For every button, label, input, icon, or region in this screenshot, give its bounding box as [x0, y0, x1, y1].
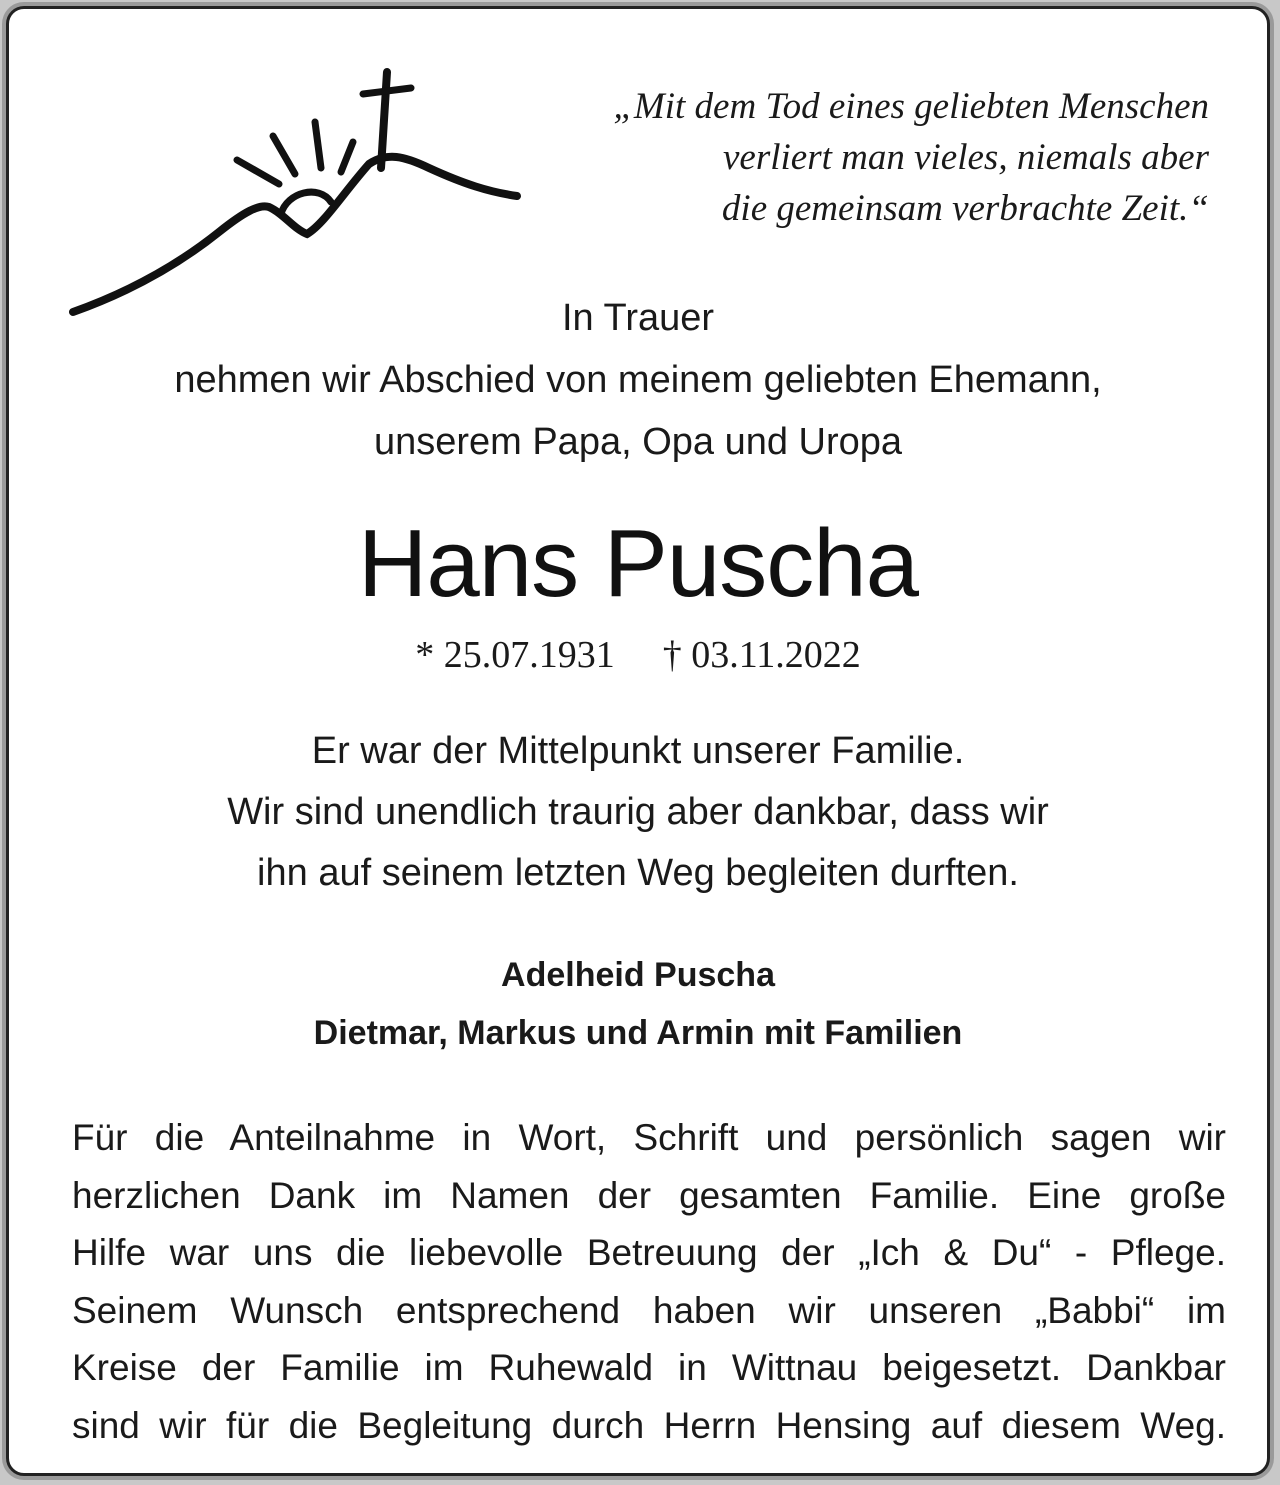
death-date: † 03.11.2022	[662, 634, 861, 676]
quote-line: verliert man vieles, niemals aber	[722, 137, 1209, 178]
life-dates	[9, 627, 1267, 683]
tribute-text	[9, 721, 1267, 904]
thanks-line: sind wir für die Begleitung durch Herrn Hensing auf diesem Weg.	[72, 1404, 1226, 1446]
obituary-card	[6, 6, 1270, 1476]
tribute-line: Er war der Mittelpunkt unserer Familie.	[311, 730, 965, 772]
opening-quote	[489, 81, 1209, 234]
thanks-paragraph	[72, 1109, 1226, 1454]
intro-text	[9, 287, 1267, 473]
intro-line: nehmen wir Abschied von meinem geliebten Ehemann,	[174, 359, 1102, 401]
thanks-line: Kreise der Familie im Ruhewald in Wittnau beigesetzt. Dankbar	[72, 1347, 1226, 1388]
birth-date: * 25.07.1931	[415, 634, 615, 676]
tribute-line: ihn auf seinem letzten Weg begleiten durften.	[257, 852, 1019, 894]
thanks-line: Hilfe war uns die liebevolle Betreuung der „Ich & Du“ - Pflege.	[72, 1232, 1226, 1273]
quote-line: „Mit dem Tod eines geliebten Menschen	[613, 86, 1209, 127]
mountain-cross-sun-icon	[69, 64, 529, 324]
intro-line: unserem Papa, Opa und Uropa	[373, 421, 903, 463]
deceased-name: Hans Puscha	[358, 510, 918, 617]
tribute-line: Wir sind unendlich traurig aber dankbar, dass wir	[227, 791, 1049, 833]
quote-line: die gemeinsam verbrachte Zeit.“	[721, 188, 1209, 229]
thanks-line: Seinem Wunsch entsprechend haben wir unseren „Babbi“ im	[72, 1289, 1226, 1331]
mourner-line: Dietmar, Markus und Armin mit Familien	[313, 1014, 963, 1052]
thanks-line: Für die Anteilnahme in Wort, Schrift und persönlich sagen wir	[72, 1117, 1226, 1158]
mourner-line: Adelheid Puscha	[501, 956, 775, 994]
intro-line: In Trauer	[561, 297, 715, 339]
mourners-list	[9, 946, 1267, 1062]
thanks-line: herzlichen Dank im Namen der gesamten Familie. Eine große	[72, 1174, 1226, 1216]
